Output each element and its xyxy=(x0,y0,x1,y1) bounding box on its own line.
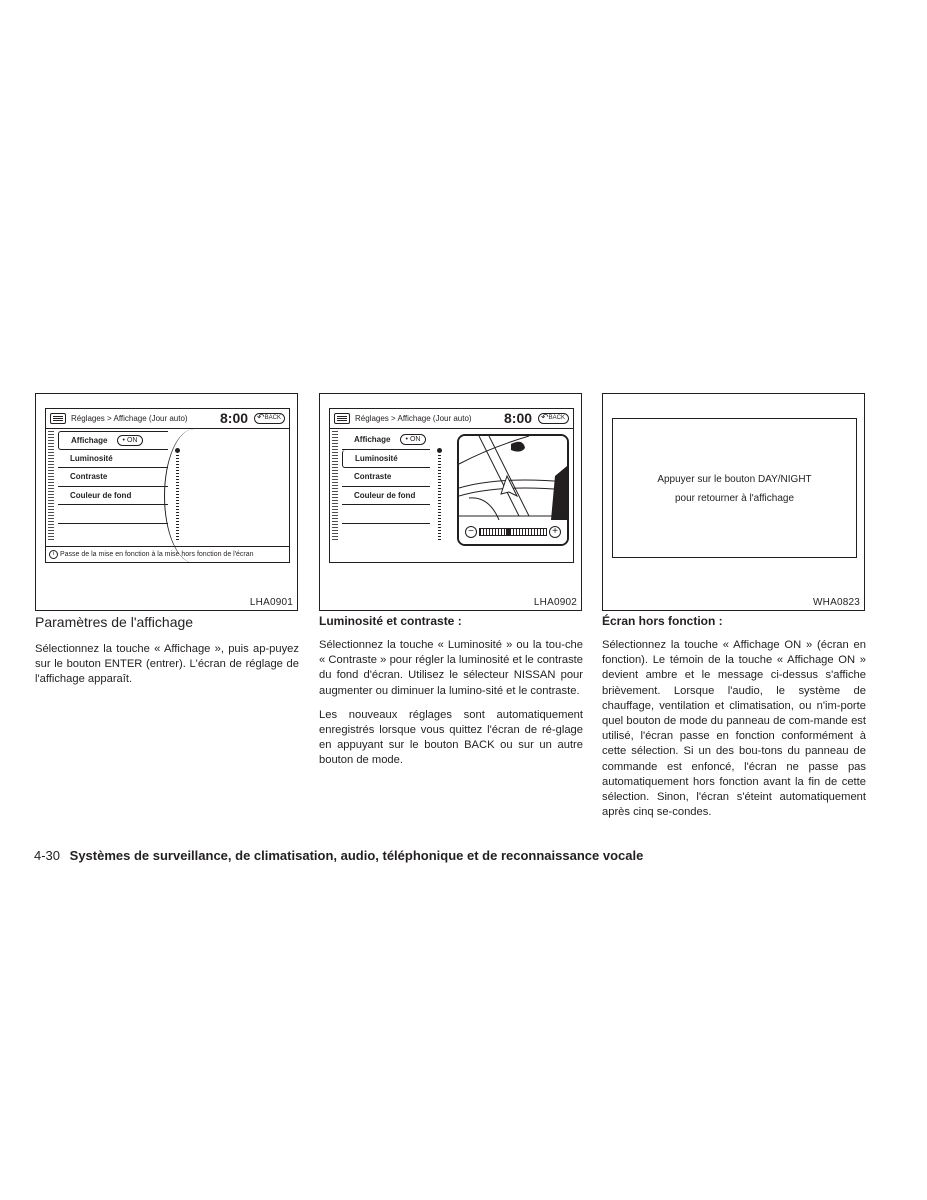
zoom-knob xyxy=(506,528,510,536)
menu-item-empty xyxy=(58,505,168,524)
map-preview xyxy=(457,434,569,546)
screen-path: Réglages > Affichage (Jour auto) xyxy=(71,414,188,423)
paragraph: Les nouveaux réglages sont automatiquement enregistrés lorsque vous quittez l'écran de ré-glage en appuyant sur le bouton BACK ou sur un autre bouton de mode. xyxy=(319,708,583,767)
paragraph: Sélectionnez la touche « Affichage ON » (écran en fonction). Le témoin de la touche « Affichage ON » devient ambre et le message ci-dessus s'affiche brièvement. Lorsque l'audio, le système de chauffage, ventilation et climatisation, ou n'im-porte quel bouton de mode du panneau de com-mande est utilisé, l'écran passe en fonction conformément à cette sélection. Si un des bou-tons du panneau de commande est enfoncé, l'écran ne passe pas automatiquement hors fonction avant la fin de cette sélection. Sinon, l'écran s'éteint automatiquement après cinq se-condes. xyxy=(602,639,866,819)
menu-item-couleur-de-fond xyxy=(58,487,168,506)
minus-icon: − xyxy=(465,526,477,538)
column-brightness-contrast xyxy=(319,612,583,778)
zoom-scale xyxy=(479,528,547,536)
info-text: Passe de la mise en fonction à la mise hors fonction de l'écran xyxy=(60,551,254,558)
paragraph: Sélectionnez la touche « Luminosité » ou la tou-che « Contraste » pour régler la luminosité et le contraste du fond d'écran. Utilisez le sélecteur NISSAN pour augmenter ou diminuer la lumino-sité et le contraste. xyxy=(319,639,583,697)
menu-item-label: Affichage xyxy=(71,436,108,445)
menu-icon xyxy=(50,413,66,424)
back-button: ↶ BACK xyxy=(254,413,285,424)
menu-item-label: Contraste xyxy=(354,472,392,481)
on-indicator: • ON xyxy=(400,434,426,445)
menu-item-label: Couleur de fond xyxy=(354,490,416,500)
menu-item-couleur-de-fond xyxy=(342,487,430,506)
screen-info-bar xyxy=(46,546,289,562)
page-footer xyxy=(34,848,643,863)
settings-menu xyxy=(58,431,168,524)
screen-message-line-1: Appuyer sur le bouton DAY/NIGHT xyxy=(657,474,812,485)
menu-item-contraste xyxy=(58,468,168,487)
menu-icon xyxy=(334,413,350,424)
screen-off-display xyxy=(612,418,857,558)
screen-path: Réglages > Affichage (Jour auto) xyxy=(355,414,472,423)
scroll-track xyxy=(438,455,441,541)
dial-arc xyxy=(164,429,224,563)
menu-item-label: Contraste xyxy=(70,472,108,481)
menu-item-label: Affichage xyxy=(354,435,391,444)
figure-code: LHA0902 xyxy=(533,597,577,608)
menu-item-label: Luminosité xyxy=(355,453,398,463)
menu-item-label: Couleur de fond xyxy=(70,490,132,500)
screen-display-settings xyxy=(45,408,290,563)
scroll-position-dot xyxy=(175,448,180,453)
screen-brightness-contrast xyxy=(329,408,574,563)
figure-display-settings xyxy=(35,393,298,611)
menu-item-luminosite xyxy=(342,450,430,469)
figure-code: WHA0823 xyxy=(813,597,860,608)
on-indicator: • ON xyxy=(117,435,143,446)
section-heading: Luminosité et contraste : xyxy=(319,614,462,628)
info-icon: i xyxy=(49,550,58,559)
menu-side-bars xyxy=(332,431,338,541)
back-button: ↶ BACK xyxy=(538,413,569,424)
scroll-track xyxy=(176,455,179,541)
section-heading: Écran hors fonction : xyxy=(602,614,723,628)
figure-brightness-contrast xyxy=(319,393,582,611)
plus-icon: + xyxy=(549,526,561,538)
column-screen-off xyxy=(602,612,866,829)
screen-clock: 8:00 xyxy=(220,410,249,426)
figure-code: LHA0901 xyxy=(249,597,293,608)
page-number: 4-30 xyxy=(34,848,61,863)
chapter-title: Systèmes de surveillance, de climatisation, audio, téléphonique et de reconnaissance vocale xyxy=(69,848,644,863)
figure-screen-off xyxy=(602,393,865,611)
menu-item-label: Luminosité xyxy=(70,453,113,463)
zoom-slider xyxy=(465,526,561,538)
screen-header xyxy=(46,409,289,429)
paragraph: Sélectionnez la touche « Affichage », puis ap-puyez sur le bouton ENTER (entrer). L'écran de réglage de l'affichage apparaît. xyxy=(35,643,299,686)
screen-message-line-2: pour retourner à l'affichage xyxy=(674,493,795,504)
screen-clock: 8:00 xyxy=(504,410,533,426)
settings-menu xyxy=(342,431,430,524)
menu-item-affichage xyxy=(58,431,168,450)
section-heading: Paramètres de l'affichage xyxy=(35,614,194,630)
scroll-position-dot xyxy=(437,448,442,453)
menu-side-bars xyxy=(48,431,54,541)
menu-item-empty xyxy=(342,505,430,524)
menu-item-contraste xyxy=(342,468,430,487)
menu-item-luminosite xyxy=(58,450,168,469)
column-display-settings xyxy=(35,612,299,697)
screen-header xyxy=(330,409,573,429)
menu-item-affichage xyxy=(342,431,430,450)
